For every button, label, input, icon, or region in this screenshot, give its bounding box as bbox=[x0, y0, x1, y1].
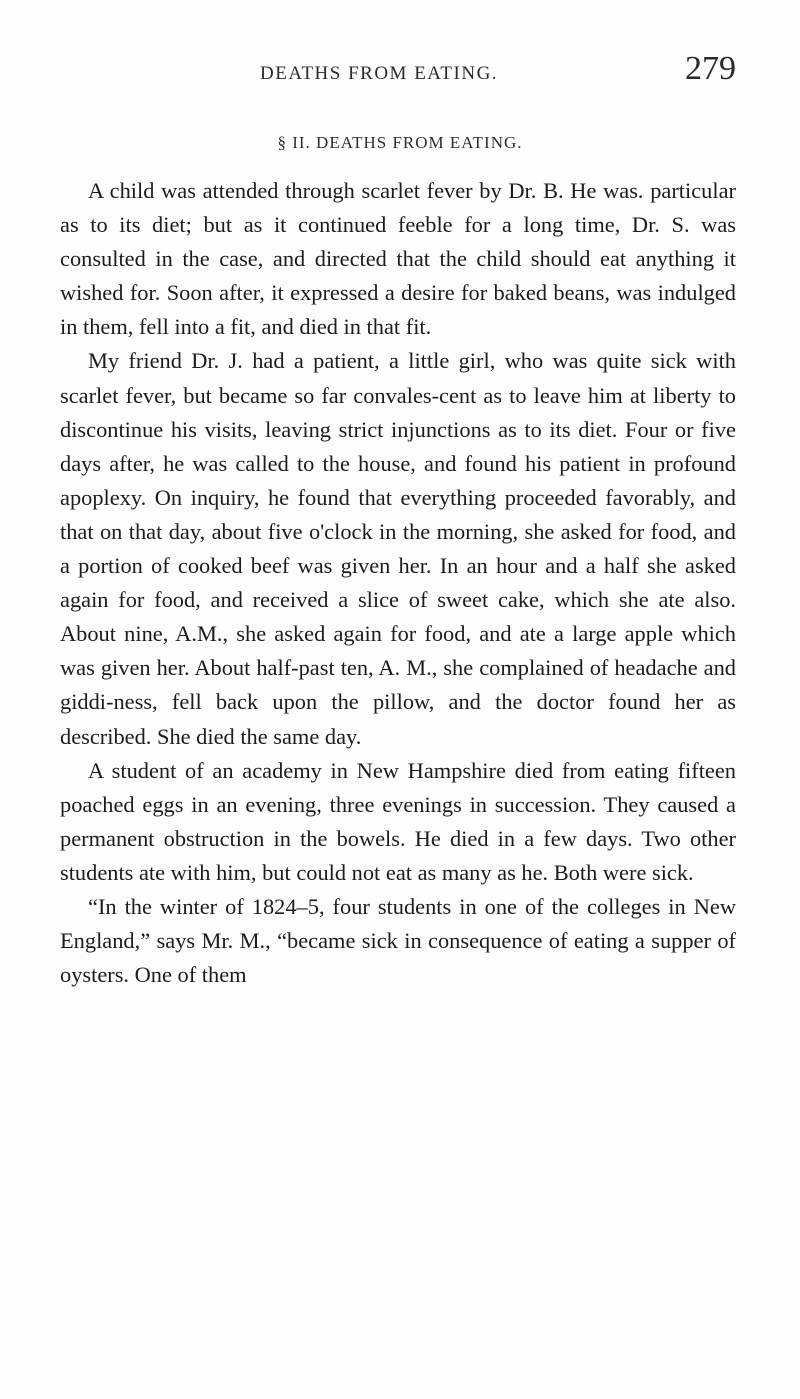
paragraph: “In the winter of 1824–5, four students in one of the colleges in New England,” says Mr. M., “became sick in consequence of eating a supper of oysters. One of them bbox=[60, 893, 736, 988]
paragraph: My friend Dr. J. had a patient, a little girl, who was quite sick with scarlet fever, but became so far convales-cent as to leave him at liberty to discontinue his visits, leaving strict injunctions as to its diet. Four or five days after, he was called to the house, and found his patient in profound apoplexy. On inquiry, he found that everything proceeded favorably, and that on that day, about five o'clock in the morning, she asked for food, and a portion of cooked beef was given her. In an hour and a half she asked again for food, and received a slice of sweet cake, which she ate also. About nine, A.M., she asked again for food, and ate a large apple which was given her. About half-past ten, A. M., she complained of headache and giddi-ness, fell back upon the pillow, and the doctor found her as described. She died the same day. bbox=[60, 348, 736, 749]
page-number: 279 bbox=[685, 50, 736, 87]
running-title: DEATHS FROM EATING. bbox=[260, 63, 499, 84]
paragraph: A child was attended through scarlet fever by Dr. B. He was. particular as to its diet; but as it continued feeble for a long time, Dr. S. was consulted in the case, and directed that the child should eat anything it wished for. Soon after, it expressed a desire for baked beans, was indulged in them, fell into a fit, and died in that fit. bbox=[60, 178, 736, 340]
body-text bbox=[60, 174, 736, 992]
running-head bbox=[60, 50, 736, 90]
paragraph: A student of an academy in New Hampshire died from eating fifteen poached eggs in an evening, three evenings in succession. They caused a permanent obstruction in the bowels. He died in a few days. Two other students ate with him, but could not eat as many as he. Both were sick. bbox=[60, 757, 736, 885]
section-heading: § II. DEATHS FROM EATING. bbox=[277, 133, 523, 152]
